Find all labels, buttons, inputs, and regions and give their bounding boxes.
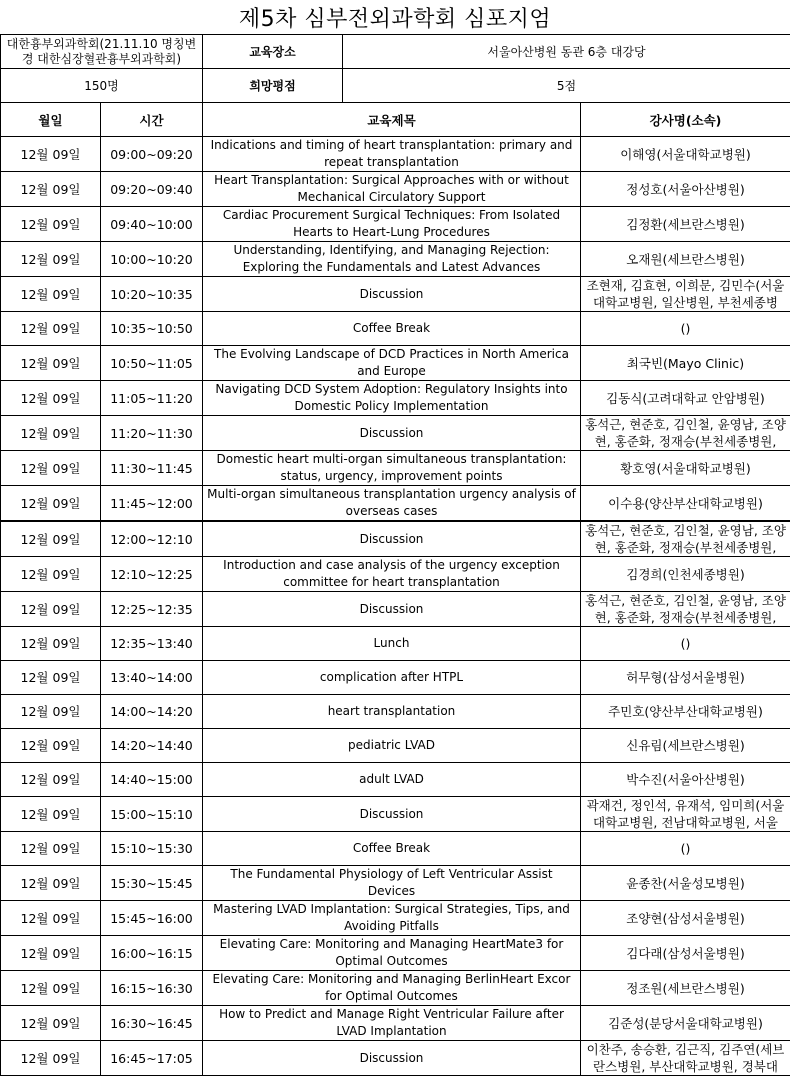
cell-speaker: 이해영(서울대학교병원) [581, 137, 790, 172]
cell-date: 12월 09일 [1, 557, 101, 592]
header-speaker: 강사명(소속) [581, 103, 790, 137]
cell-time: 15:30~15:45 [101, 866, 203, 901]
cell-topic: Discussion [203, 797, 581, 832]
cell-time: 10:35~10:50 [101, 312, 203, 346]
cell-date: 12월 09일 [1, 172, 101, 207]
cell-date: 12월 09일 [1, 936, 101, 971]
page-title: 제5차 심부전외과학회 심포지엄 [0, 0, 790, 34]
cell-topic: The Evolving Landscape of DCD Practices in North America and Europe [203, 346, 581, 381]
schedule-table [0, 102, 790, 1076]
cell-date: 12월 09일 [1, 451, 101, 486]
cell-topic: Coffee Break [203, 312, 581, 346]
cell-time: 10:50~11:05 [101, 346, 203, 381]
schedule-row [1, 901, 790, 936]
cell-topic: adult LVAD [203, 763, 581, 797]
cell-speaker: 허무형(삼성서울병원) [581, 661, 790, 695]
cell-time: 16:15~16:30 [101, 971, 203, 1006]
cell-time: 10:20~10:35 [101, 277, 203, 312]
cell-topic: pediatric LVAD [203, 729, 581, 763]
cell-time: 11:05~11:20 [101, 381, 203, 416]
cell-topic: Elevating Care: Monitoring and Managing BerlinHeart Excor for Optimal Outcomes [203, 971, 581, 1006]
cell-date: 12월 09일 [1, 627, 101, 661]
cell-topic: Elevating Care: Monitoring and Managing HeartMate3 for Optimal Outcomes [203, 936, 581, 971]
schedule-row [1, 936, 790, 971]
schedule-row [1, 729, 790, 763]
cell-date: 12월 09일 [1, 729, 101, 763]
cell-time: 15:45~16:00 [101, 901, 203, 936]
schedule-header-row [1, 103, 790, 137]
cell-time: 11:45~12:00 [101, 486, 203, 522]
venue-value: 서울아산병원 동관 6층 대강당 [343, 35, 790, 69]
cell-topic: Coffee Break [203, 832, 581, 866]
cell-topic: complication after HTPL [203, 661, 581, 695]
cell-topic: Discussion [203, 277, 581, 312]
header-topic: 교육제목 [203, 103, 581, 137]
schedule-row [1, 592, 790, 627]
info-row-organizer [1, 35, 790, 69]
cell-speaker: 최국빈(Mayo Clinic) [581, 346, 790, 381]
cell-topic: Domestic heart multi-organ simultaneous transplantation: status, urgency, improvement points [203, 451, 581, 486]
cell-time: 15:00~15:10 [101, 797, 203, 832]
schedule-row [1, 1006, 790, 1041]
cell-date: 12월 09일 [1, 137, 101, 172]
cell-topic: Lunch [203, 627, 581, 661]
cell-speaker: 오재원(세브란스병원) [581, 242, 790, 277]
cell-time: 12:10~12:25 [101, 557, 203, 592]
cell-topic: Multi-organ simultaneous transplantation urgency analysis of overseas cases [203, 486, 581, 522]
cell-speaker: 홍석근, 현준호, 김인철, 윤영남, 조양현, 홍준화, 정재승(부천세종병원, [581, 521, 790, 557]
schedule-row [1, 1041, 790, 1076]
cell-topic: Indications and timing of heart transplantation: primary and repeat transplantation [203, 137, 581, 172]
schedule-row [1, 627, 790, 661]
cell-date: 12월 09일 [1, 661, 101, 695]
cell-time: 09:00~09:20 [101, 137, 203, 172]
schedule-row [1, 763, 790, 797]
cell-date: 12월 09일 [1, 486, 101, 522]
cell-time: 14:40~15:00 [101, 763, 203, 797]
cell-time: 12:25~12:35 [101, 592, 203, 627]
cell-topic: How to Predict and Manage Right Ventricular Failure after LVAD Implantation [203, 1006, 581, 1041]
header-date: 월일 [1, 103, 101, 137]
schedule-row [1, 242, 790, 277]
cell-speaker: 황호영(서울대학교병원) [581, 451, 790, 486]
schedule-row [1, 797, 790, 832]
cell-time: 16:45~17:05 [101, 1041, 203, 1076]
cell-date: 12월 09일 [1, 242, 101, 277]
cell-topic: The Fundamental Physiology of Left Ventricular Assist Devices [203, 866, 581, 901]
schedule-row [1, 416, 790, 451]
schedule-row [1, 172, 790, 207]
cell-topic: Understanding, Identifying, and Managing Rejection: Exploring the Fundamentals and Latest Advances [203, 242, 581, 277]
cell-topic: Discussion [203, 592, 581, 627]
cell-time: 15:10~15:30 [101, 832, 203, 866]
rating-label: 희망평점 [203, 69, 343, 103]
cell-speaker: 조현재, 김효현, 이희문, 김민수(서울대학교병원, 일산병원, 부천세종병 [581, 277, 790, 312]
cell-time: 16:30~16:45 [101, 1006, 203, 1041]
cell-date: 12월 09일 [1, 1006, 101, 1041]
cell-topic: Introduction and case analysis of the urgency exception committee for heart transplantation [203, 557, 581, 592]
cell-date: 12월 09일 [1, 381, 101, 416]
cell-time: 11:20~11:30 [101, 416, 203, 451]
schedule-row [1, 971, 790, 1006]
cell-speaker: 주민호(양산부산대학교병원) [581, 695, 790, 729]
cell-topic: Discussion [203, 416, 581, 451]
cell-date: 12월 09일 [1, 416, 101, 451]
cell-time: 12:00~12:10 [101, 521, 203, 557]
cell-speaker: 홍석근, 현준호, 김인철, 윤영남, 조양현, 홍준화, 정재승(부천세종병원, [581, 592, 790, 627]
schedule-row [1, 137, 790, 172]
cell-speaker: 김경희(인천세종병원) [581, 557, 790, 592]
cell-date: 12월 09일 [1, 277, 101, 312]
organizer-value: 대한흉부외과학회(21.11.10 명칭변경 대한심장혈관흉부외과학회) [1, 35, 203, 69]
cell-speaker: 이찬주, 송승환, 김근직, 김주연(세브란스병원, 부산대학교병원, 경북대 [581, 1041, 790, 1076]
cell-speaker: 이수용(양산부산대학교병원) [581, 486, 790, 522]
cell-date: 12월 09일 [1, 763, 101, 797]
schedule-row [1, 277, 790, 312]
schedule-row [1, 661, 790, 695]
schedule-row [1, 451, 790, 486]
cell-date: 12월 09일 [1, 521, 101, 557]
cell-time: 11:30~11:45 [101, 451, 203, 486]
info-row-capacity [1, 69, 790, 103]
capacity-value: 150명 [1, 69, 203, 103]
cell-time: 12:35~13:40 [101, 627, 203, 661]
rating-value: 5점 [343, 69, 790, 103]
cell-time: 09:40~10:00 [101, 207, 203, 242]
cell-date: 12월 09일 [1, 971, 101, 1006]
cell-topic: Mastering LVAD Implantation: Surgical Strategies, Tips, and Avoiding Pitfalls [203, 901, 581, 936]
header-time: 시간 [101, 103, 203, 137]
cell-speaker: 신유림(세브란스병원) [581, 729, 790, 763]
cell-date: 12월 09일 [1, 866, 101, 901]
schedule-row [1, 346, 790, 381]
cell-date: 12월 09일 [1, 346, 101, 381]
cell-date: 12월 09일 [1, 312, 101, 346]
cell-time: 14:00~14:20 [101, 695, 203, 729]
cell-time: 13:40~14:00 [101, 661, 203, 695]
cell-date: 12월 09일 [1, 207, 101, 242]
cell-date: 12월 09일 [1, 592, 101, 627]
schedule-row [1, 312, 790, 346]
cell-topic: Cardiac Procurement Surgical Techniques: From Isolated Hearts to Heart-Lung Procedures [203, 207, 581, 242]
cell-time: 14:20~14:40 [101, 729, 203, 763]
cell-time: 16:00~16:15 [101, 936, 203, 971]
cell-speaker: 김다래(삼성서울병원) [581, 936, 790, 971]
schedule-row [1, 521, 790, 557]
cell-date: 12월 09일 [1, 797, 101, 832]
cell-date: 12월 09일 [1, 1041, 101, 1076]
cell-speaker: 정성호(서울아산병원) [581, 172, 790, 207]
cell-topic: Navigating DCD System Adoption: Regulatory Insights into Domestic Policy Implementation [203, 381, 581, 416]
cell-speaker: 곽재건, 정인석, 유재석, 임미희(서울대학교병원, 전남대학교병원, 서울 [581, 797, 790, 832]
cell-speaker: 홍석근, 현준호, 김인철, 윤영남, 조양현, 홍준화, 정재승(부천세종병원, [581, 416, 790, 451]
schedule-row [1, 381, 790, 416]
cell-speaker: 김정환(세브란스병원) [581, 207, 790, 242]
cell-topic: Discussion [203, 521, 581, 557]
cell-speaker: 윤종찬(서울성모병원) [581, 866, 790, 901]
cell-topic: Heart Transplantation: Surgical Approaches with or without Mechanical Circulatory Support [203, 172, 581, 207]
schedule-row [1, 832, 790, 866]
info-table [0, 34, 790, 103]
cell-date: 12월 09일 [1, 695, 101, 729]
cell-date: 12월 09일 [1, 832, 101, 866]
cell-speaker: () [581, 312, 790, 346]
cell-speaker: 김준성(분당서울대학교병원) [581, 1006, 790, 1041]
venue-label: 교육장소 [203, 35, 343, 69]
cell-date: 12월 09일 [1, 901, 101, 936]
cell-speaker: 김동식(고려대학교 안암병원) [581, 381, 790, 416]
cell-speaker: 조양현(삼성서울병원) [581, 901, 790, 936]
cell-time: 09:20~09:40 [101, 172, 203, 207]
schedule-row [1, 695, 790, 729]
schedule-row [1, 486, 790, 522]
schedule-row [1, 207, 790, 242]
cell-speaker: () [581, 627, 790, 661]
cell-topic: Discussion [203, 1041, 581, 1076]
schedule-body [1, 137, 790, 1076]
cell-speaker: 박수진(서울아산병원) [581, 763, 790, 797]
schedule-row [1, 557, 790, 592]
cell-speaker: 정조원(세브란스병원) [581, 971, 790, 1006]
cell-topic: heart transplantation [203, 695, 581, 729]
cell-speaker: () [581, 832, 790, 866]
schedule-row [1, 866, 790, 901]
cell-time: 10:00~10:20 [101, 242, 203, 277]
